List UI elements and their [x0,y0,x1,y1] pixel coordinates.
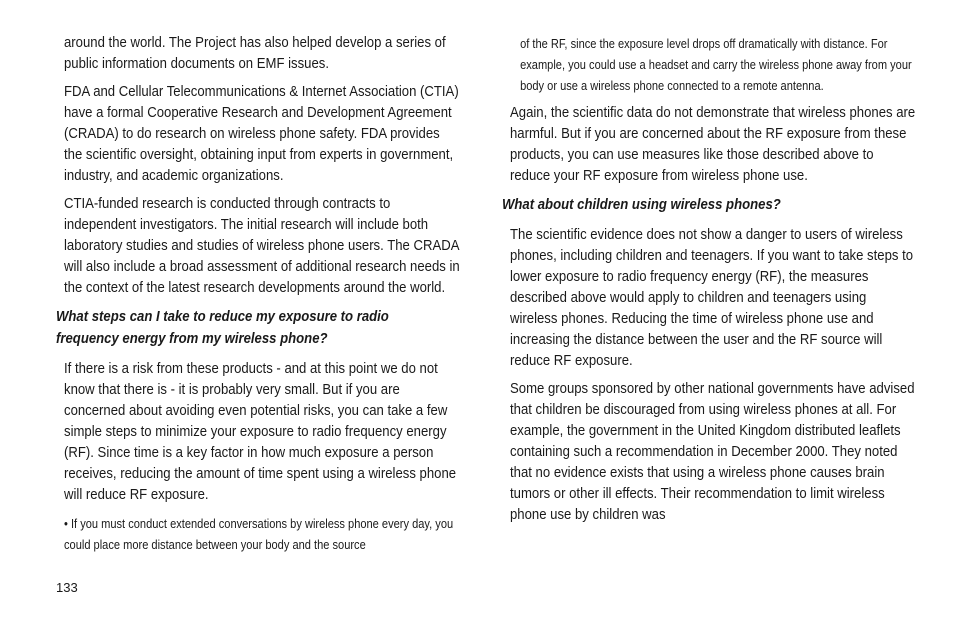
paragraph-risk: If there is a risk from these products - and at this point we do not know that there is - it is probably very small. But if you are concerned about avoiding even potential risks, you can take a few simple steps to minimize your exposure to radio frequency energy (RF). Since time is a key factor in how much exposure a person receives, reducing the amount of time spent using a wireless phone will reduce RF exposure. [64,361,457,503]
section-heading-reduce-exposure: What steps can I take to reduce my exposure to radio frequency energy from my wireless phone? [56,309,389,347]
paragraph-emf-project: around the world. The Project has also helped develop a series of public information documents on EMF issues. [64,35,446,72]
section-heading-children: What about children using wireless phones? [502,197,781,213]
left-column [56,33,462,555]
paragraph-fda-ctia: FDA and Cellular Telecommunications & Internet Association (CTIA) have a formal Cooperative Research and Development Agreement (CRADA) to do research on wireless phone safety. FDA provides the scientific oversight, obtaining input from experts in government, industry, and academic organizations. [64,84,459,184]
bullet-item-extended-conversations: • If you must conduct extended conversations by wireless phone every day, you could place more distance between your body and the source [64,516,454,552]
bullet-item-continuation: of the RF, since the exposure level drops off dramatically with distance. For example, you could use a headset and carry the wireless phone away from your body or use a wireless phone connected to a remote antenna. [520,36,912,93]
paragraph-national-governments: Some groups sponsored by other national governments have advised that children be discouraged from using wireless phones at all. For example, the government in the United Kingdom distributed leaflets containing such a recommendation in December 2000. They noted that no evidence exists that using a wireless phone causes brain tumors or other ill effects. Their recommendation to limit wireless phone use by children was [510,381,915,523]
paragraph-children-evidence: The scientific evidence does not show a danger to users of wireless phones, including children and teenagers. If you want to take steps to lower exposure to radio frequency energy (RF), the measures described above would apply to children and teenagers using wireless phones. Reducing the time of wireless phone use and increasing the distance between the user and the RF source will reduce RF exposure. [510,227,914,369]
paragraph-ctia-research: CTIA-funded research is conducted through contracts to independent investigators. The initial research will include both laboratory studies and studies of wireless phone users. The CRADA will also include a broad assessment of additional research needs in the context of the latest research developments around the world. [64,196,460,296]
page-number: 133 [56,580,78,595]
right-column [502,33,916,533]
paragraph-scientific-data: Again, the scientific data do not demonstrate that wireless phones are harmful. But if you are concerned about the RF exposure from these products, you can use measures like those described above to reduce your RF exposure from wireless phone use. [510,105,916,184]
